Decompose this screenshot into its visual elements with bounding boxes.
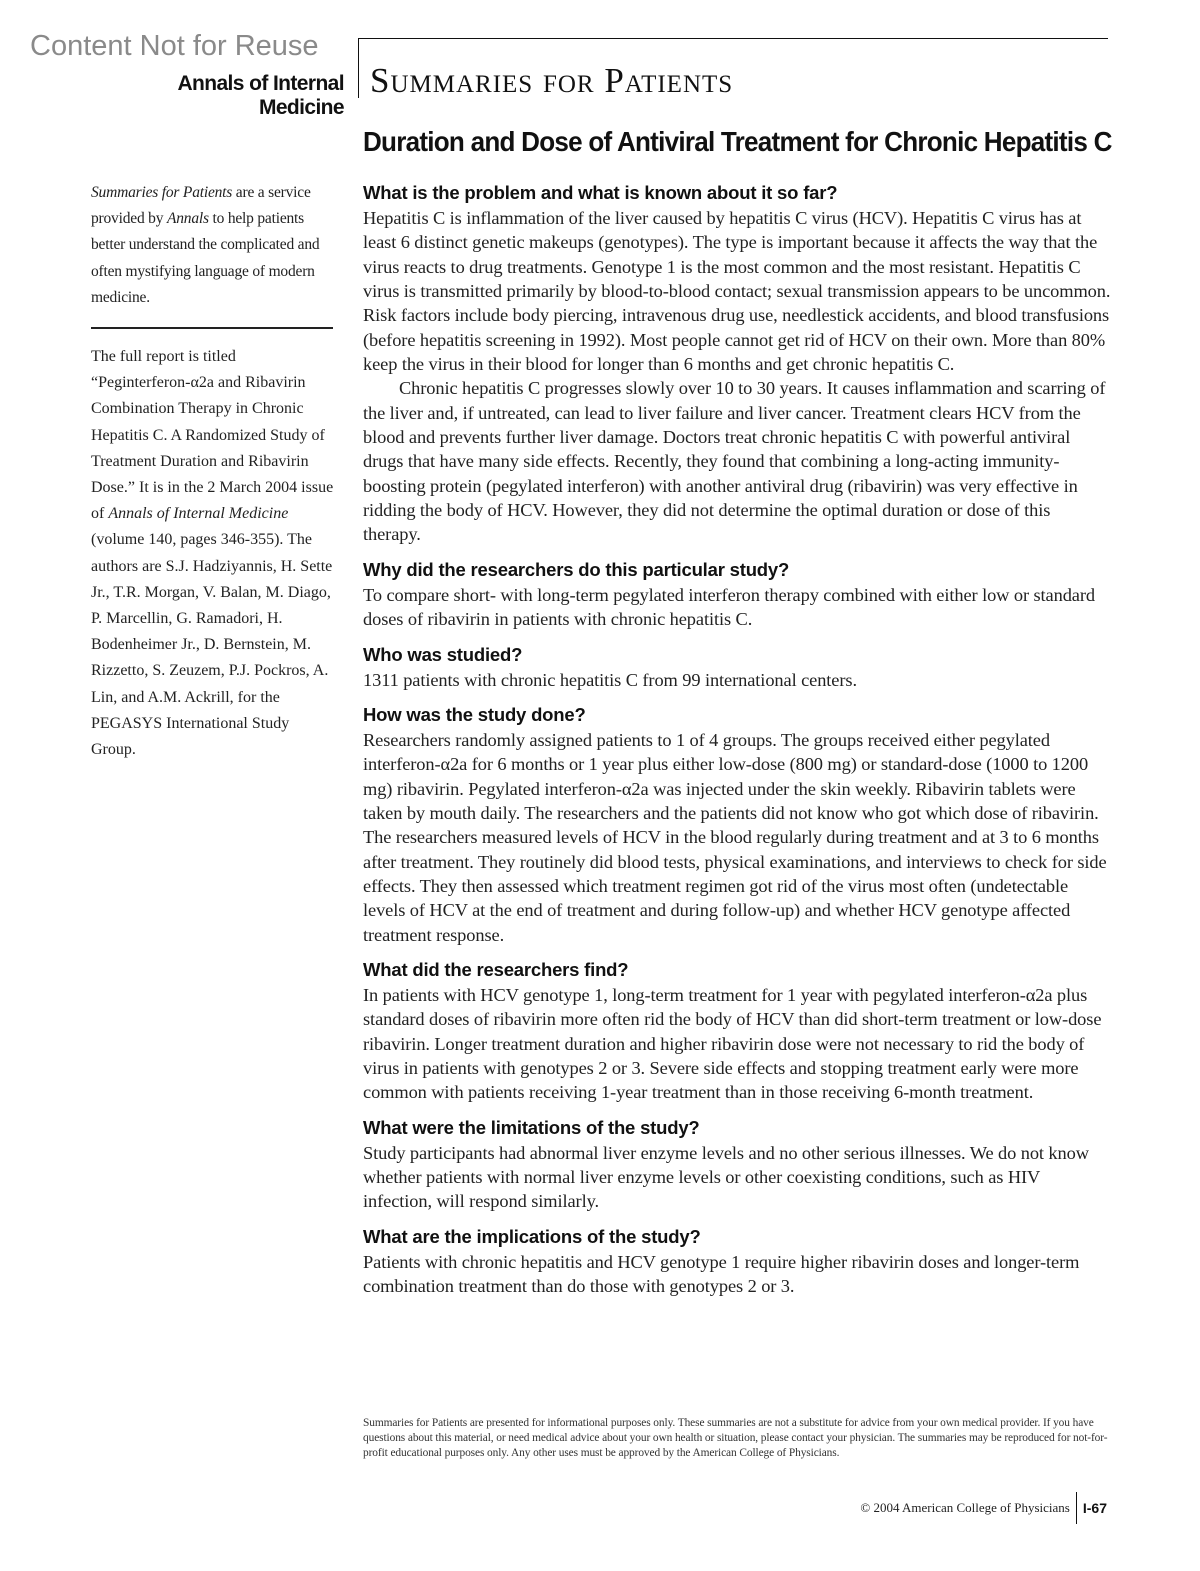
section-paragraph: 1311 patients with chronic hepatitis C from 99 international centers. (363, 669, 857, 690)
journal-name: Annals of Internal Medicine (177, 72, 344, 119)
section (363, 1224, 1111, 1299)
sidebar-divider (91, 327, 333, 329)
sidebar-report-authors: (volume 140, pages 346-355). The authors are S.J. Hadziyannis, H. Sette Jr., T.R. Morgan, V. Balan, M. Diago, P. Marcellin, G. Ramadori, H. Bodenheimer Jr., D. Bernstein, M. Rizzetto, S. Zeuzem, P.J. Pockros, A. Lin, and A.M. Ackrill, for the PEGASYS International Study Group. (91, 531, 333, 759)
section-heading: What is the problem and what is known about it so far? (363, 182, 838, 203)
header-rule (358, 38, 1108, 39)
sidebar-report-journal: Annals of Internal Medicine (108, 505, 289, 523)
section-paragraph: Hepatitis C is inflammation of the liver caused by hepatitis C virus (HCV). Hepatitis C virus has at least 6 distinct genetic makeups (genotypes). The type is important because it affects the way that the virus reacts to drug treatments. Genotype 1 is the most common and the most resistant. Hepatitis C virus is transmitted primarily by blood-to-blood contact; sexual transmission appears to be uncommon. Risk factors include body piercing, intravenous drug use, needlestick accidents, and blood transfusions (before hepatitis screening in 1992). Most people cannot get rid of HCV on their own. More than 80% keep the virus in their blood for longer than 6 months and get chronic hepatitis C. (363, 208, 1111, 375)
section-paragraph: Study participants had abnormal liver enzyme levels and no other serious illnesses. We do not know whether patients with normal liver enzyme levels or other coexisting conditions, such as HIV infection, will respond similarly. (363, 1142, 1089, 1212)
section-heading: What are the implications of the study? (363, 1225, 701, 1247)
section (363, 180, 1111, 547)
article-title: Duration and Dose of Antiviral Treatment for Chronic Hepatitis C (363, 126, 1112, 157)
sidebar-intro (91, 180, 336, 311)
section-paragraph: Researchers randomly assigned patients to 1 of 4 groups. The groups received either pegylated interferon-α2a for 6 months or 1 year plus either low-dose (800 mg) or standard-dose (1000 to 1200 mg) ribavirin. Pegylated interferon-α2a was injected under the skin weekly. Ribavirin tablets were taken by mouth daily. The researchers and the patients did not know who got which dose of ribavirin. The researchers measured levels of HCV in the blood regularly during treatment and at 3 to 6 months after treatment. They routinely did blood tests, physical examinations, and interviews to check for side effects. They then assessed which treatment regimen got rid of the virus most often (undetectable levels of HCV at the end of treatment and during follow-up) and whether HCV genotype affected treatment response. (363, 729, 1107, 945)
sidebar-intro-text: are a service provided by (91, 184, 311, 228)
section-heading: Who was studied? (363, 643, 523, 665)
sidebar-intro-italic: Summaries for Patients (91, 184, 233, 201)
footer-divider (1076, 1492, 1077, 1524)
sidebar-intro-text-end: to help patients better understand the complicated and often mystifying language of modern medicine. (91, 210, 320, 306)
section-paragraph: Chronic hepatitis C progresses slowly over 10 to 30 years. It causes inflammation and scarring of the liver and, if untreated, can lead to liver failure and liver cancer. Treatment clears HCV from the blood and prevents further liver damage. Doctors treat chronic hepatitis C with powerful antiviral drugs that have many side effects. Recently, they found that combining a long-acting immunity-boosting protein (pegylated interferon) with another antiviral drug (ribavirin) was very effective in ridding the body of HCV. However, they did not determine the optimal duration or dose of this therapy. (363, 378, 1106, 545)
page-footer (860, 1492, 1107, 1524)
section (363, 642, 1111, 692)
section-paragraph: Patients with chronic hepatitis and HCV genotype 1 require higher ribavirin doses and longer-term combination treatment than do those with genotypes 2 or 3. (363, 1251, 1080, 1297)
section-paragraph: To compare short- with long-term pegylated interferon therapy combined with either low or standard doses of ribavirin in patients with chronic hepatitis C. (363, 584, 1095, 630)
section-heading: How was the study done? (363, 703, 586, 725)
section-heading: What did the researchers find? (363, 958, 629, 980)
sidebar-report-info (91, 344, 336, 763)
section (363, 557, 1111, 632)
sidebar-report-text: The full report is titled “Peginterferon-α2a and Ribavirin Combination Therapy in Chronic Hepatitis C. A Randomized Study of Treatment Duration and Ribavirin Dose.” It is in the 2 March 2004 issue of (91, 348, 334, 523)
disclaimer: Summaries for Patients are presented for informational purposes only. These summaries are not a substitute for advice from your own medical provider. If you have questions about this material, or need medical advice about your own health or situation, please contact your physician. The summaries may be reproduced for not-for-profit educational purposes only. Any other uses must be approved by the American College of Physicians. (363, 1417, 1108, 1459)
section (363, 957, 1111, 1105)
main-content (363, 180, 1111, 1308)
section (363, 1115, 1111, 1214)
watermark: Content Not for Reuse (30, 30, 319, 62)
section (363, 702, 1111, 947)
section-heading: What were the limitations of the study? (363, 1116, 700, 1138)
section-paragraph: In patients with HCV genotype 1, long-term treatment for 1 year with pegylated interferon-α2a plus standard doses of ribavirin more often rid the body of HCV than did short-term treatment or low-dose ribavirin. Longer treatment duration and higher ribavirin dose were not necessary to rid the body of virus in patients with genotypes 2 or 3. Severe side effects and stopping treatment early were more common with patients receiving 1-year treatment than in those receiving 6-month treatment. (363, 984, 1102, 1103)
sidebar-intro-italic-annals: Annals (166, 210, 209, 228)
copyright: © 2004 American College of Physicians (860, 1500, 1070, 1515)
page-number: I-67 (1082, 1500, 1107, 1516)
section-heading: Why did the researchers do this particular study? (363, 558, 790, 580)
section-title: Summaries for Patients (370, 61, 734, 100)
header-divider (358, 38, 359, 98)
